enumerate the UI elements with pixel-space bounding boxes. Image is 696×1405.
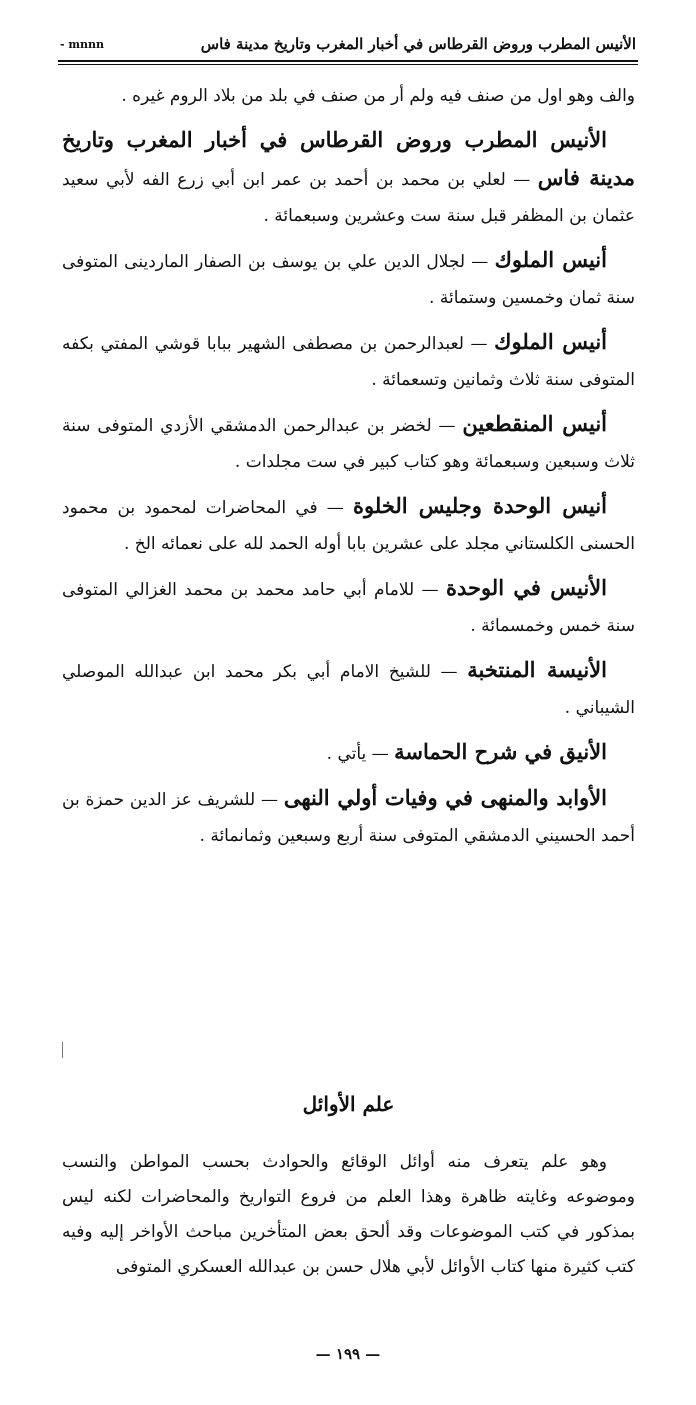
entry-text: — في المحاضرات لمحمود بن محمود الحسنى الكلستاني مجلد على عشرين بابا أوله الحمد لله على نعمائه الخ . bbox=[62, 498, 635, 554]
entry bbox=[62, 570, 635, 644]
entry-text: — للشريف عز الدين حمزة بن أحمد الحسيني الدمشقي المتوفى سنة أربع وسبعين وثمانمائة . bbox=[62, 790, 635, 846]
entry-text: — لجلال الدين علي بن يوسف بن الصفار الماردينى المتوفى سنة ثمان وخمسين وستمائة . bbox=[62, 252, 635, 308]
running-head-edition: - mnnn bbox=[60, 37, 105, 51]
entry bbox=[62, 324, 635, 398]
section-paragraph: وهو علم يتعرف منه أوائل الوقائع والحوادث بحسب المواطن والنسب وموضوعه وغايته ظاهرة وهذا العلم من فروع التواريخ والمحاضرات لكنه ليس بمذكور في كتب الموضوعات وقد ألحق بعض المتأخرين مباحث الأواخر إليه وفيه كتب كثيرة منها كتاب الأوائل لأبي هلال حسن بن عبدالله العسكري المتوفى bbox=[62, 1152, 635, 1277]
entry bbox=[62, 406, 635, 480]
entry bbox=[62, 652, 635, 726]
header-rule-thick bbox=[58, 60, 638, 62]
entries-body bbox=[62, 78, 635, 854]
page-number: — ١٩٩ — bbox=[315, 1345, 381, 1363]
entry bbox=[62, 488, 635, 562]
entry-title: أنيس الملوك bbox=[494, 247, 607, 272]
margin-mark bbox=[62, 1042, 63, 1058]
entry-title: أنيس المنقطعين bbox=[462, 411, 607, 436]
section-body bbox=[62, 1145, 635, 1285]
entry-title: الأنيس في الوحدة bbox=[445, 575, 607, 600]
entry-text: — للامام أبي حامد محمد بن محمد الغزالي المتوفى سنة خمس وخمسمائة . bbox=[62, 580, 635, 636]
entry-text: — يأتي . bbox=[326, 744, 395, 764]
entry bbox=[62, 734, 635, 772]
entry bbox=[62, 122, 635, 234]
entry-text: والف وهو اول من صنف فيه ولم أر من صنف في بلد من بلاد الروم غيره . bbox=[121, 86, 635, 106]
entry bbox=[62, 242, 635, 316]
entry-title: الأنيسة المنتخبة bbox=[467, 657, 607, 682]
entry bbox=[62, 780, 635, 854]
header-rule-thin bbox=[58, 64, 638, 65]
entry-continuation bbox=[62, 78, 635, 114]
entry-title: الأوابد والمنهى في وفيات أولي النهى bbox=[283, 785, 607, 810]
entry-text: — لعلي بن محمد بن أحمد بن عمر ابن أبي زرع الفه لأبي سعيد عثمان بن المظفر قبل سنة ست وعشرين وسبعمائة . bbox=[62, 170, 635, 226]
entry-text: — للشيخ الامام أبي بكر محمد ابن عبدالله الموصلي الشيباني . bbox=[62, 662, 635, 718]
running-head-title: الأنيس المطرب وروض القرطاس في أخبار المغرب وتاريخ مدينة فاس bbox=[200, 35, 636, 53]
entry-title: الأنيس المطرب وروض القرطاس في أخبار المغرب وتاريخ مدينة فاس bbox=[62, 127, 635, 190]
running-head bbox=[60, 30, 636, 58]
entry-title: أنيس الملوك bbox=[494, 329, 607, 354]
entry-text: — لعبدالرحمن بن مصطفى الشهير ببابا قوشي المفتي بكفه المتوفى سنة ثلاث وثمانين وتسعمائة . bbox=[62, 334, 635, 390]
entry-title: أنيس الوحدة وجليس الخلوة bbox=[353, 493, 607, 518]
section-heading: علم الأوائل bbox=[302, 1092, 395, 1116]
entry-title: الأنيق في شرح الحماسة bbox=[394, 739, 607, 764]
entry-text: — لخضر بن عبدالرحمن الدمشقي الأزدي المتوفى سنة ثلاث وسبعين وسبعمائة وهو كتاب كبير في ست مجلدات . bbox=[62, 416, 635, 472]
